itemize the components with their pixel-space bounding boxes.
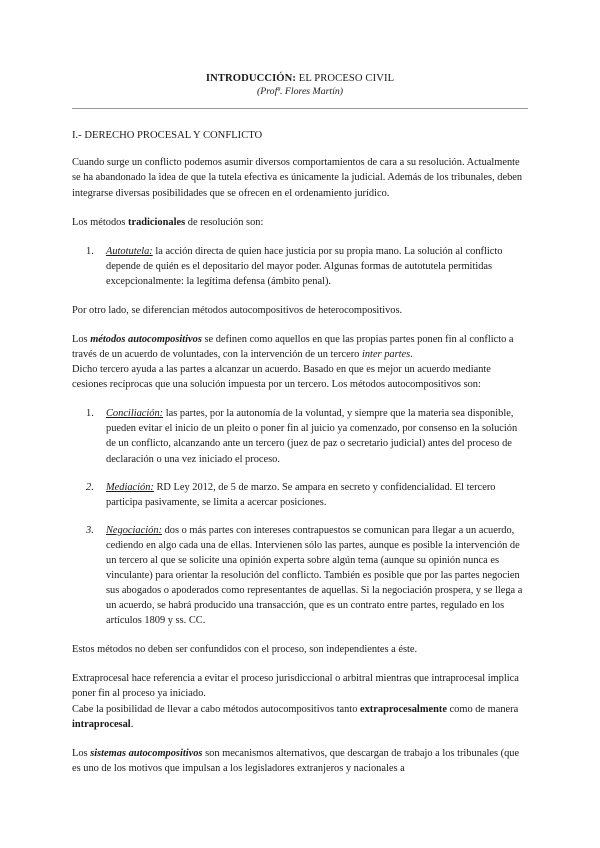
italic-run: inter partes: [361, 349, 411, 361]
differentiate-paragraph: Por otro lado, se diferencian métodos autocompositivos de heterocompositivos.: [72, 304, 403, 316]
traditional-methods-list: [72, 244, 528, 289]
intro-paragraph: Cuando surge un conflicto podemos asumir diversos comportamientos de cara a su resolución. Actualmente se ha abandonado la idea de que la tutela efectiva es únicamente la judicial. Además de los tribunales, deben integrarse diversas posibilidades que se ofrecen en el ordenamiento jurídico.: [72, 157, 523, 199]
list-term: Autotutela:: [106, 245, 153, 257]
autocompositive-paragraph: [72, 332, 528, 392]
bold-run: extraprocesalmente: [360, 703, 447, 715]
text-run: .: [410, 349, 413, 361]
header-divider: [72, 108, 528, 109]
section-heading: I.- DERECHO PROCESAL Y CONFLICTO: [72, 130, 263, 141]
extraprocesal-paragraph: [72, 671, 528, 731]
bold-run: tradicionales: [128, 216, 186, 228]
text-run: Los: [72, 747, 91, 759]
text-run: de resolución son:: [185, 216, 264, 228]
bold-italic-run: sistemas autocompositivos: [90, 747, 203, 759]
text-run: como de manera: [446, 703, 519, 715]
list-number: 1.: [86, 245, 94, 257]
document-author: (Profª. Flores Martín): [256, 86, 344, 98]
text-run: .: [130, 718, 134, 730]
list-text: dos o más partes con intereses contrapuestos se comunican para llegar a un acuerdo, cediendo en algo cada una de ellas. Intervienen sólo las partes, aunque es posible la intervención de un tercero al que se solicite una opinión experta sobre algún tema (aunque su opinión nunca es vinculante) para orientar la resolución del conflicto. También es posible que por las partes negocien sus abogados o apoderados como representantes de aquellas. Si la negociación prospera, y se llega a un acuerdo, se habrá producido una transacción, que es un contrato entre partes, regulado en los artículos 1809 y ss. CC.: [106, 524, 523, 627]
list-item: [72, 523, 528, 629]
text-run: Cabe la posibilidad de llevar a cabo métodos autocompositivos tanto: [72, 703, 360, 715]
list-term: Conciliación:: [106, 408, 164, 420]
list-item: [72, 244, 528, 289]
list-number: 1.: [86, 408, 94, 420]
bold-run: intraprocesal: [72, 718, 131, 730]
list-term: Mediación:: [106, 481, 154, 493]
title-bold: INTRODUCCIÓN:: [205, 73, 297, 84]
list-item: [72, 480, 528, 510]
text-run: Extraprocesal hace referencia a evitar el proceso jurisdiccional o arbitral mientras que intraprocesal implica poner fin al proceso ya iniciado.: [72, 673, 519, 700]
list-item: [72, 406, 528, 466]
systems-paragraph: [72, 746, 528, 776]
list-text: las partes, por la autonomía de la voluntad, y siempre que la materia sea disponible, pueden evitar el inicio de un pleito o poner fin al juicio ya comenzado, por consenso en la solución de un conflicto, alcanzando ante un tercero (juez de paz o secretario judicial) antes del proceso de declaración o una vez iniciado el proceso.: [106, 408, 518, 465]
traditional-methods-paragraph: [72, 215, 528, 230]
document-title: [0, 71, 600, 86]
list-number: 3.: [86, 524, 94, 536]
list-text: la acción directa de quien hace justicia por su propia mano. La solución al conflicto depende de quién es el depositario del mayor poder. Algunas formas de autotutela permitidas excepcionalmente: la legítima defensa (ámbito penal).: [106, 245, 503, 287]
text-run: Los métodos: [72, 216, 128, 228]
text-run: son mecanismos alternativos, que descargan de trabajo a los tribunales (que es uno de los motivos que impulsan a los legisladores extranjeros y nacionales a: [72, 747, 520, 774]
list-number: 2.: [86, 481, 94, 493]
text-run: se definen como aquellos en que las propias partes ponen fin al conflicto a través de un acuerdo de voluntades, con la intervención de un tercero: [72, 333, 514, 361]
document-header: [0, 71, 600, 100]
document-body: [72, 128, 528, 790]
title-rest: EL PROCESO CIVIL: [296, 73, 395, 84]
autocompositive-methods-list: [72, 406, 528, 628]
list-term: Negociación:: [106, 524, 162, 536]
list-text: RD Ley 2012, de 5 de marzo. Se ampara en secreto y confidencialidad. El tercero participa pasivamente, se limita a acercar posiciones.: [106, 481, 496, 508]
text-run: Los: [72, 333, 91, 345]
not-confused-paragraph: Estos métodos no deben ser confundidos con el proceso, son independientes a éste.: [72, 644, 418, 656]
bold-italic-run: métodos autocompositivos: [90, 333, 202, 345]
text-run: Dicho tercero ayuda a las partes a alcanzar un acuerdo. Basado en que es mejor un acuerdo mediante cesiones recíprocas que una solución impuesta por un tercero. Los métodos autocompositivos son:: [72, 364, 491, 391]
